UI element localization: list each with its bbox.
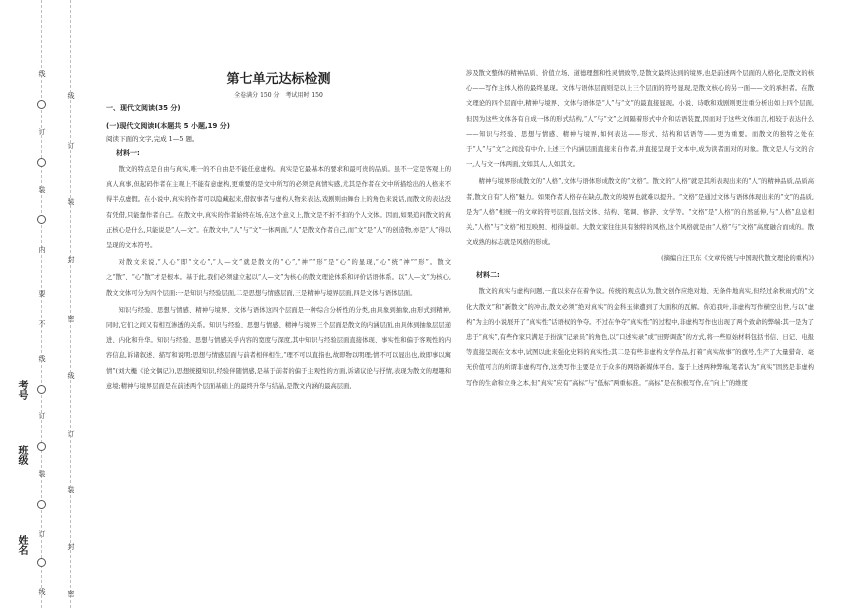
binding-char: 封 bbox=[67, 256, 75, 263]
punch-circle-icon bbox=[37, 500, 46, 509]
paragraph: 涉及散文整体的精神品质、价值立场、道德理想和性灵情致等,是散文最终达到的境界,也是前述两个层面的人格化,是散文的核心——写作主体人格的最终显现。文体与语体层面则是以上三个层面的符号显现,是散文核心的另一面——文的承担者。在散文理论的四个层面中,精神与境界、文体与语体是“人”与“文”的最直接显现。小说、诗歌和戏剧则更注重分析出如上四个层面,但因为这些文体各有自成一体的形式结构,“人”与“文”之间隔着形式中介和话语装置,因而对于这些文体而言,相较于表达什么——知识与经验、思想与情感、精神与境界,如何表达——形式、结构和话语等——更为重要。而散文的独特之处在于“人”与“文”之间没有中介,上述三个内涵层面直接来自作者,并直接呈现于文本中,成为读者面对的对象。散文是人与文的合一,人与文一体两面,文如其人,人如其文。 bbox=[466, 70, 814, 169]
left-column bbox=[106, 66, 451, 396]
page-title: 第七单元达标检测 bbox=[226, 72, 331, 87]
binding-char: 订 bbox=[67, 430, 75, 437]
paragraph: 精神与境界形成散文的“人格”,文体与语体形成散文的“文格”。散文的“人格”就是其所表现出来的“人”的精神品质,品质高者,散文自有“人格”魅力。如果作者人格存在缺点,散文的境界也就难以提升。“文格”是通过文体与语体体现出来的“文”的品质,是为“人格”相统一的文章的符号层面,包括文体、结构、笔调、修辞、文学等。“文格”是“人格”的自然延伸,与“人格”息息相关,“人格”与“文格”相互映照、相得益彰。大散文家往往具有独特的风格,这个风格就是由“人格”与“文格”高度融合而成的。散文成熟的标志就是风格的形成。 bbox=[466, 178, 814, 247]
binding-char: 订 bbox=[38, 128, 46, 135]
right-column bbox=[466, 66, 814, 393]
punch-circle-icon bbox=[37, 158, 46, 167]
binding-char: 订 bbox=[38, 412, 46, 419]
paragraph: 散文的特点是自由与真实,唯一的不自由是不能任意虚构。真实是它最基本的要求和最可贵的品质。虽不一定是客观上的真人真事,但起码作者在主观上不能有意虚构,更重要的是文中所写的必须是真情实感,尤其是作者在文中所描绘出的人格来不得半点虚假。在小说中,真实的作者可以隐藏起来,借叙事者与虚构人物来表达,戏剧则由舞台上的角色来说话,而散文的表达没有凭借,只能靠作者自己。在散文中,真实的作者始终在场,在这个意义上,散文是不折不扣的个人文体。因而,如果追问散文的真正核心是什么,只能说是“人—文”。在散文中,“人”与“文”一体两面,“人”是散文作者自己,而“文”是“人”的创造物,亦是“人”得以呈现的文本符号。 bbox=[106, 166, 451, 250]
binding-char: 线 bbox=[67, 372, 75, 379]
binding-char: 线 bbox=[38, 355, 46, 362]
exam-number-field-label: 考号 bbox=[16, 380, 27, 400]
punch-circle-icon bbox=[37, 100, 46, 109]
material-1-label: 材料一: bbox=[116, 149, 140, 157]
binding-char: 装 bbox=[38, 470, 46, 477]
binding-char: 内 bbox=[38, 246, 46, 253]
punch-circle-icon bbox=[37, 385, 46, 394]
section-heading: 一、现代文阅读(35 分) bbox=[106, 104, 181, 112]
binding-char: 线 bbox=[38, 70, 46, 77]
binding-char: 不 bbox=[38, 320, 46, 327]
inner-dash-line bbox=[41, 0, 42, 608]
name-field-label: 姓名 bbox=[16, 535, 27, 555]
binding-char: 装 bbox=[67, 486, 75, 493]
punch-circle-icon bbox=[37, 215, 46, 224]
binding-char: 订 bbox=[67, 142, 75, 149]
binding-char: 订 bbox=[38, 530, 46, 537]
binding-char: 线 bbox=[38, 588, 46, 595]
binding-char: 装 bbox=[38, 186, 46, 193]
material-2-label: 材料二: bbox=[476, 271, 500, 280]
binding-char: 密 bbox=[67, 315, 75, 322]
source-citation: (摘编自汪卫东《文章传统与中国现代散文理论的重构》) bbox=[661, 255, 814, 263]
exam-info: 全卷满分 150 分 考试用时 150 bbox=[234, 92, 323, 99]
binding-char: 要 bbox=[38, 290, 46, 297]
binding-margin bbox=[0, 0, 86, 608]
binding-char: 封 bbox=[67, 543, 75, 550]
punch-circle-icon bbox=[37, 442, 46, 451]
paragraph: 知识与经验、思想与情感、精神与境界、文体与语体这四个层面是一种综合分析性的分类,由具象到抽象,由形式到精神,同时,它们之间又有相互渗透的关系。知识与经验、思想与情感、精神与境界三个层面是散文的内涵层面,由具体到抽象层层递进、内化和升华。知识与经验、思想与情感关乎内容的宽度与深度,其中知识与经验层面直接体现、事实性和偏于客观性的内容信息,诉诸叙述、描写和说明;思想与情感层面与前者相伴相生,“理不可以直指也,故即物以明理;情不可以显出也,故即事以寓情”(刘大櫆《论文偶记》),思想统摄知识,经验伴随情感,是基于前者的偏于主观性的方面,诉诸议论与抒情,表现为散文的理趣和意境;精神与境界层面是在前述两个层面基础上的最终升华与结晶,是散文内涵的最高层面, bbox=[106, 306, 451, 390]
binding-char: 密 bbox=[67, 590, 75, 597]
binding-char: 装 bbox=[67, 198, 75, 205]
paragraph: 散文的真实与虚构问题,一直以来存在着争议。传统的观点认为,散文创作应绝对地、无条件地真实,但经过余秋雨式的“文化大散文”和“新散文”的冲击,散文必须“绝对真实”的金科玉律遭到了大面积的瓦解。你追我叶,非虚构写作横空出世,与以“虚构”为主的小说展开了“真实性”话语权的争夺。不过在争夺“真实性”的过程中,非虚构写作也出现了两个致命的弊端:其一是为了忠于“真实”,有些作家只满足于扮演“记录员”的角色,以“口述实录”或“田野调查”的方式,将一些原始材料包括书信、日记、电报等直接呈现在文本中,试图以此来强化史料的真实性;其二是有些非虚构文学作品,打着“真实故事”的旗号,生产了大量猎奇、毫无价值可言的所谓非虚构写作,这类写作主要是立于众多的网络新媒体平台。鉴于上述两种弊端,笔者认为“真实”固然是非虚构写作的生命和立身之本,但“真实”应有“高标”与“低标”两重标准。“高标”是在积极写作,在“向上”的维度 bbox=[466, 288, 814, 387]
binding-char: 线 bbox=[67, 92, 75, 99]
paragraph: 对散文来说,“人心”即“文心”,“人—文”就是散文的“心”,“神”“形”是“心”的显现,“心”统“神”“形”。散文之“散”、“心”散”才是根本。基于此,我们必须建立起以“人—文”为核心的散文理论体系和评价话语体系。以“人—文”为核心,散文文体可分为四个层面:一是知识与经验层面,二是思想与情感层面,三是精神与境界层面,四是文体与语体层面。 bbox=[106, 259, 451, 297]
punch-circle-icon bbox=[37, 558, 46, 567]
sub-section-heading: (一)现代文阅读Ⅰ(本题共 5 小题,19 分) bbox=[106, 122, 230, 130]
class-field-label: 班级 bbox=[16, 445, 27, 465]
reading-instruction: 阅读下面的文字,完成 1—5 题。 bbox=[106, 135, 199, 143]
